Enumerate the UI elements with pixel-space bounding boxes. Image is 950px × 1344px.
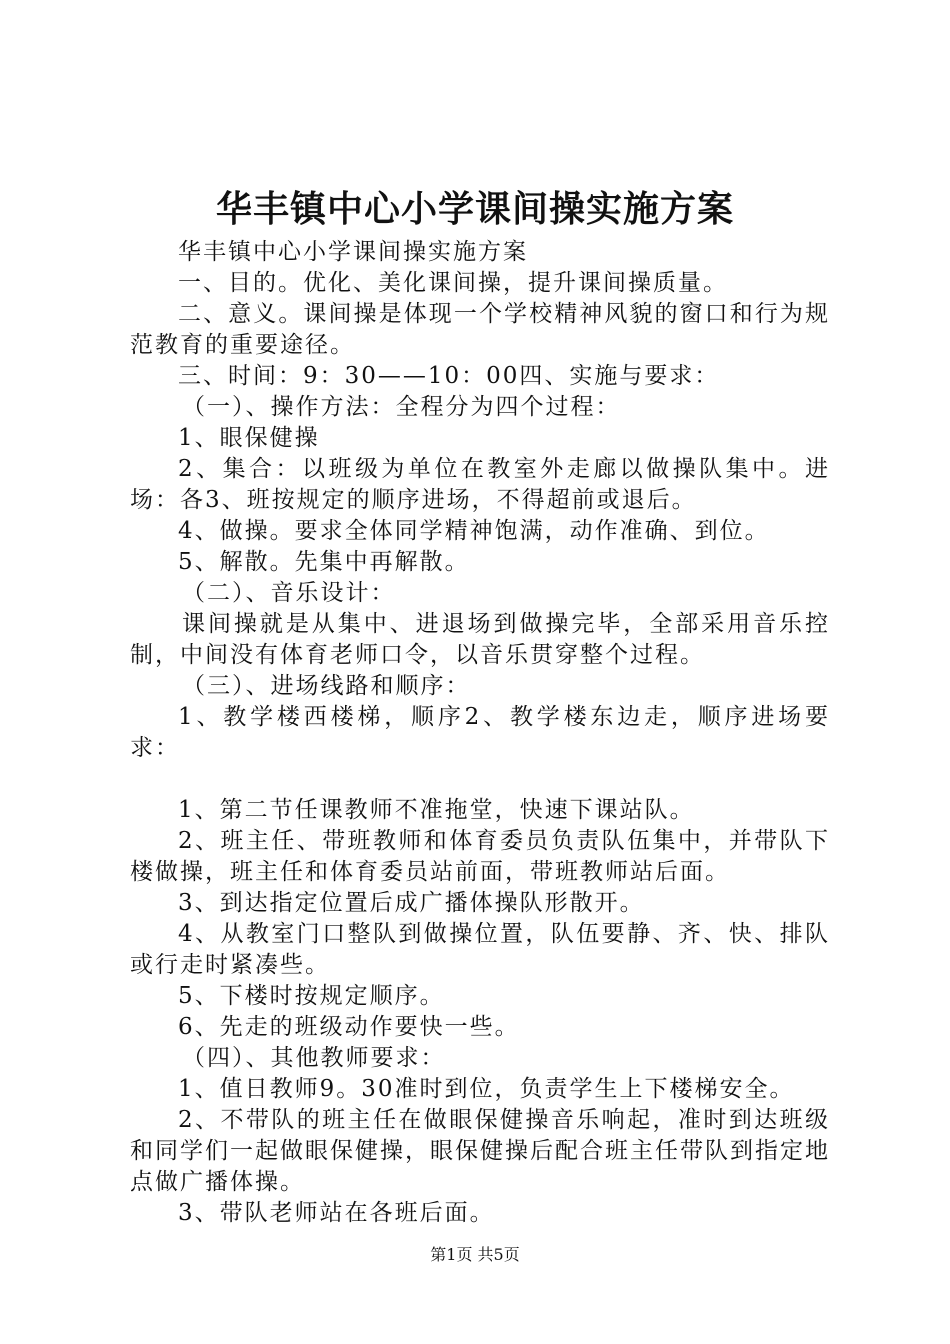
section-heading-music: （二）、音乐设计： [182,580,396,606]
paragraph-item: 5、解散。先集中再解散。 [178,549,470,575]
paragraph-item: 6、先走的班级动作要快一些。 [178,1014,520,1040]
paragraph-music: 课间操就是从集中、进退场到做操完毕，全部采用音乐控制，中间没有体育老师口令，以音乐贯穿整个过程。 [130,611,830,668]
paragraph-significance: 二、意义。课间操是体现一个学校精神风貌的窗口和行为规范教育的重要途径。 [130,301,830,358]
paragraph-item: 5、下楼时按规定顺序。 [178,983,445,1009]
paragraph-time: 三、时间：9：30——10：00四、实施与要求： [178,363,720,389]
paragraph-item: 1、第二节任课教师不准拖堂，快速下课站队。 [178,797,695,823]
paragraph-item: 2、不带队的班主任在做眼保健操音乐响起，准时到达班级和同学们一起做眼保健操，眼保健操后配合班主任带队到指定地点做广播体操。 [130,1107,830,1195]
paragraph-item: 1、教学楼西楼梯，顺序2、教学楼东边走，顺序进场要求： [130,704,830,761]
paragraph-subtitle: 华丰镇中心小学课间操实施方案 [178,239,528,265]
paragraph-item: 4、做操。要求全体同学精神饱满，动作准确、到位。 [178,518,770,544]
paragraph-item: 4、从教室门口整队到做操位置，队伍要静、齐、快、排队或行走时紧凑些。 [130,921,830,978]
paragraph-item: 2、班主任、带班教师和体育委员负责队伍集中，并带队下楼做操，班主任和体育委员站前面，带班教师站后面。 [130,828,830,885]
paragraph-item: 3、带队老师站在各班后面。 [178,1200,495,1226]
section-heading-route: （三）、进场线路和顺序： [182,673,471,699]
section-heading-teachers: （四）、其他教师要求： [182,1045,446,1071]
paragraph-item: 1、值日教师9。30准时到位，负责学生上下楼梯安全。 [178,1076,795,1102]
paragraph-item: 2、集合：以班级为单位在教室外走廊以做操队集中。进场：各3、班按规定的顺序进场，不得超前或退后。 [130,456,830,513]
paragraph-purpose: 一、目的。优化、美化课间操，提升课间操质量。 [178,270,728,296]
page-number-footer: 第1页 共5页 [430,1245,520,1264]
section-heading-operation: （一）、操作方法：全程分为四个过程： [182,394,621,420]
paragraph-item: 3、到达指定位置后成广播体操队形散开。 [178,890,645,916]
document-title: 华丰镇中心小学课间操实施方案 [215,188,734,230]
document-body [130,237,830,1229]
paragraph-item: 1、眼保健操 [178,425,320,451]
